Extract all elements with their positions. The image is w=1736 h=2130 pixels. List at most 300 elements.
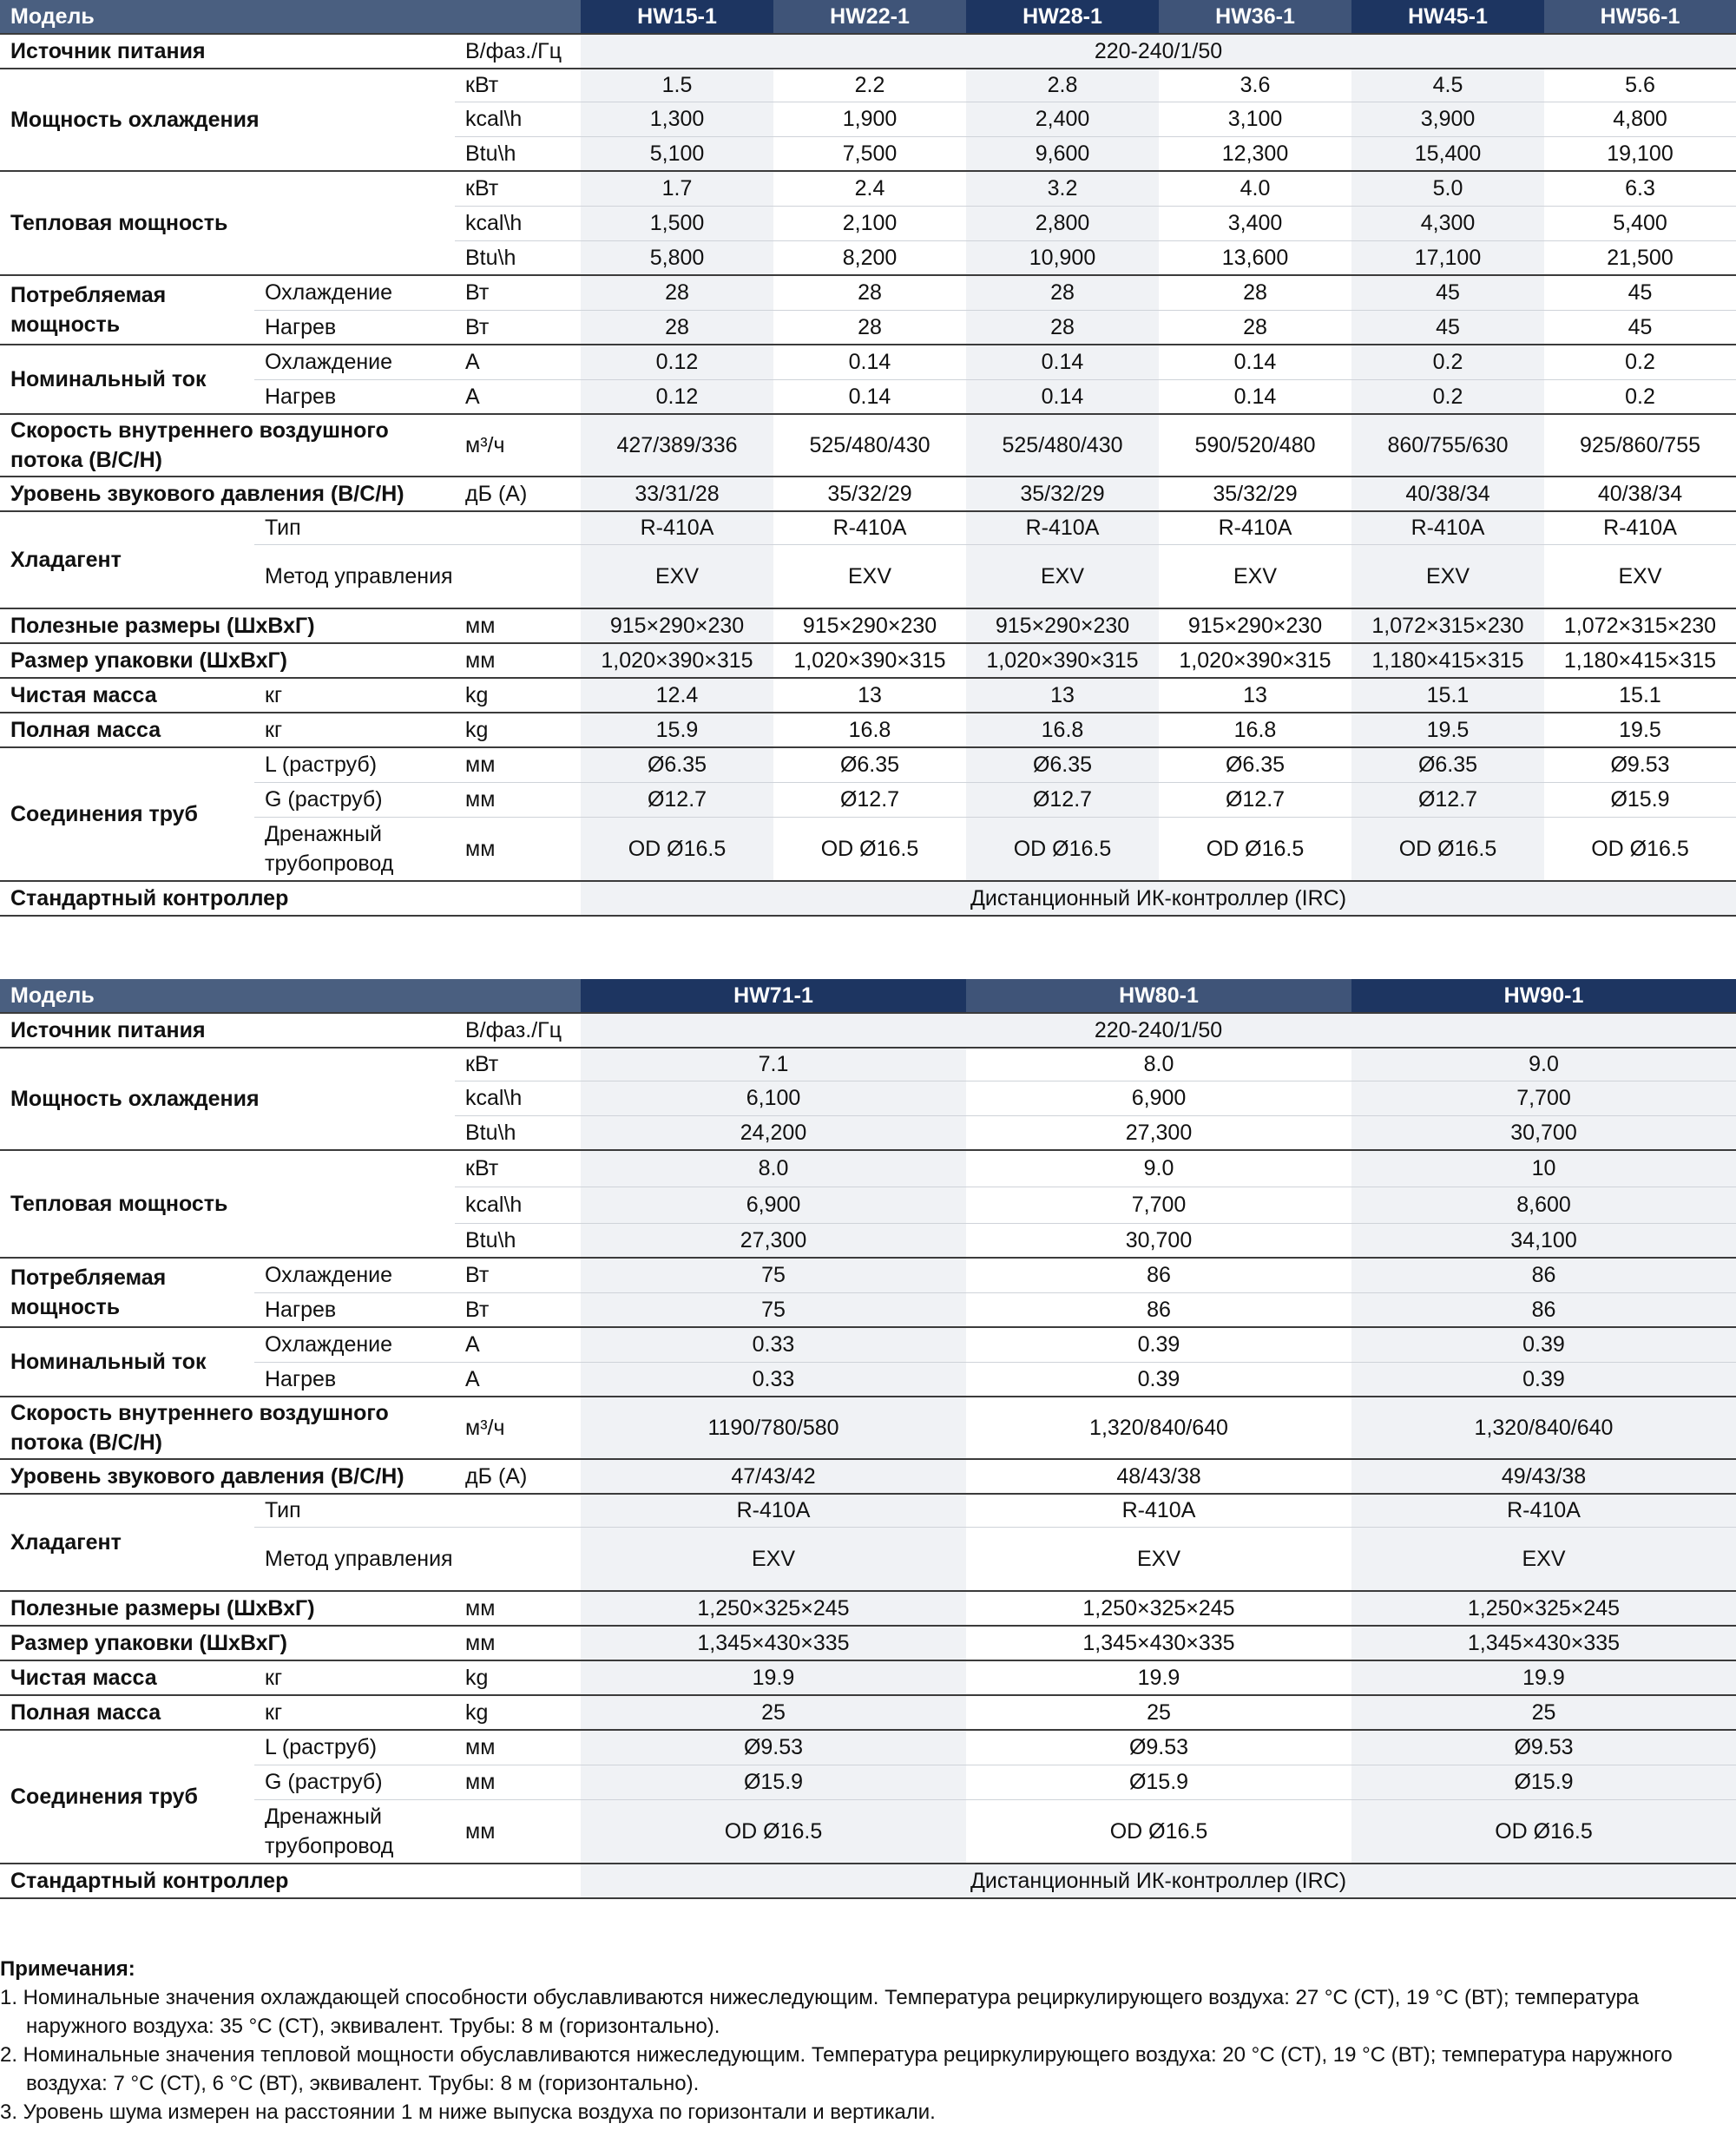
value-cell: Ø12.7: [1351, 782, 1544, 817]
value-cell: 8.0: [966, 1048, 1351, 1081]
row-label: Размер упаковки (ШхВхГ): [0, 1626, 455, 1660]
value-cell: 1,250×325×245: [581, 1591, 966, 1626]
sub-label: Охлаждение: [254, 1327, 455, 1362]
unit-cell: В/фаз./Гц: [455, 1013, 581, 1048]
unit-cell: мм: [455, 1799, 581, 1864]
value-cell: 5,800: [581, 240, 773, 275]
value-cell: 220-240/1/50: [581, 1013, 1736, 1048]
unit-cell: Вт: [455, 310, 581, 345]
value-cell: 13: [966, 678, 1159, 713]
spec-row: [0, 881, 1736, 916]
spec-row: [0, 477, 1736, 511]
sub-label: кг: [254, 1695, 455, 1730]
value-cell: 0.14: [1159, 379, 1351, 414]
spec-row: [0, 1527, 1736, 1591]
value-cell: 6,900: [581, 1187, 966, 1223]
unit-cell: A: [455, 1327, 581, 1362]
value-cell: 45: [1351, 310, 1544, 345]
value-cell: 590/520/480: [1159, 414, 1351, 477]
value-cell: 0.14: [773, 345, 966, 379]
value-cell: 19.9: [1351, 1660, 1736, 1695]
unit-cell: мм: [455, 1730, 581, 1765]
sub-label: Дренажный трубопровод: [254, 1799, 455, 1864]
sub-label: Охлаждение: [254, 1258, 455, 1292]
value-cell: 86: [1351, 1258, 1736, 1292]
value-cell: 2,400: [966, 102, 1159, 136]
row-label: Тепловая мощность: [0, 1150, 455, 1258]
unit-cell: Btu\h: [455, 136, 581, 171]
value-cell: 28: [773, 275, 966, 310]
value-cell: 86: [1351, 1292, 1736, 1327]
value-cell: 13: [1159, 678, 1351, 713]
value-cell: 40/38/34: [1351, 477, 1544, 511]
value-cell: 8,600: [1351, 1187, 1736, 1223]
model-name: HW45-1: [1351, 0, 1544, 34]
unit-cell: В/фаз./Гц: [455, 34, 581, 69]
unit-cell: кВт: [455, 171, 581, 206]
value-cell: OD Ø16.5: [1159, 817, 1351, 881]
value-cell: OD Ø16.5: [1351, 1799, 1736, 1864]
sub-label: кг: [254, 713, 455, 747]
value-cell: 915×290×230: [1159, 608, 1351, 643]
value-cell: 25: [1351, 1695, 1736, 1730]
value-cell: 15.9: [581, 713, 773, 747]
value-cell: 1,072×315×230: [1351, 608, 1544, 643]
row-label: Источник питания: [0, 1013, 455, 1048]
value-cell: 6,100: [581, 1081, 966, 1115]
unit-cell: kg: [455, 1695, 581, 1730]
value-cell: 0.33: [581, 1362, 966, 1397]
spec-row: [0, 1591, 1736, 1626]
value-cell: 35/32/29: [773, 477, 966, 511]
row-label: Соединения труб: [0, 747, 254, 881]
spec-row: [0, 69, 1736, 102]
value-cell: 34,100: [1351, 1223, 1736, 1258]
sub-label: Охлаждение: [254, 275, 455, 310]
row-label: Мощность охлаждения: [0, 1048, 455, 1150]
spec-row: [0, 544, 1736, 608]
value-cell: 1,250×325×245: [966, 1591, 1351, 1626]
model-name: HW22-1: [773, 0, 966, 34]
value-cell: Ø9.53: [1351, 1730, 1736, 1765]
value-cell: 9.0: [1351, 1048, 1736, 1081]
value-cell: 3,900: [1351, 102, 1544, 136]
value-cell: 1,020×390×315: [1159, 643, 1351, 678]
spec-row: [0, 1765, 1736, 1799]
model-header-label: Модель: [0, 979, 581, 1013]
value-cell: Ø12.7: [581, 782, 773, 817]
value-cell: Ø9.53: [966, 1730, 1351, 1765]
sub-label: L (раструб): [254, 747, 455, 782]
value-cell: 1.5: [581, 69, 773, 102]
unit-cell: кВт: [455, 1150, 581, 1187]
unit-cell: kg: [455, 1660, 581, 1695]
value-cell: 28: [773, 310, 966, 345]
unit-cell: [455, 1494, 581, 1527]
value-cell: 28: [1159, 310, 1351, 345]
row-label: Хладагент: [0, 511, 254, 608]
notes-title: Примечания:: [0, 1957, 135, 1981]
value-cell: 0.33: [581, 1327, 966, 1362]
value-cell: EXV: [1351, 544, 1544, 608]
value-cell: 2,800: [966, 206, 1159, 240]
value-cell: 4,300: [1351, 206, 1544, 240]
sub-label: Метод управления: [254, 1527, 455, 1591]
row-label: Соединения труб: [0, 1730, 254, 1864]
value-cell: 1,345×430×335: [966, 1626, 1351, 1660]
value-cell: OD Ø16.5: [966, 1799, 1351, 1864]
value-cell: 1,900: [773, 102, 966, 136]
spec-row: [0, 608, 1736, 643]
row-label: Мощность охлаждения: [0, 69, 455, 171]
value-cell: R-410A: [581, 511, 773, 544]
value-cell: Ø12.7: [1159, 782, 1351, 817]
unit-cell: [455, 1527, 581, 1591]
value-cell: 5.6: [1544, 69, 1736, 102]
value-cell: 45: [1544, 310, 1736, 345]
unit-cell: мм: [455, 1765, 581, 1799]
value-cell: EXV: [1544, 544, 1736, 608]
value-cell: 525/480/430: [773, 414, 966, 477]
unit-cell: Вт: [455, 1258, 581, 1292]
unit-cell: A: [455, 1362, 581, 1397]
value-cell: Ø15.9: [1544, 782, 1736, 817]
row-label: Размер упаковки (ШхВхГ): [0, 643, 455, 678]
model-name: HW36-1: [1159, 0, 1351, 34]
row-label: Уровень звукового давления (В/С/Н): [0, 1459, 455, 1494]
value-cell: 28: [581, 275, 773, 310]
value-cell: Ø9.53: [1544, 747, 1736, 782]
value-cell: R-410A: [966, 1494, 1351, 1527]
spec-row: [0, 511, 1736, 544]
value-cell: 0.14: [966, 379, 1159, 414]
row-label: Скорость внутреннего воздушного потока (В/С/Н): [0, 1397, 455, 1459]
value-cell: 30,700: [966, 1223, 1351, 1258]
value-cell: 19.5: [1351, 713, 1544, 747]
unit-cell: дБ (А): [455, 1459, 581, 1494]
row-label: Стандартный контроллер: [0, 881, 581, 916]
value-cell: Ø15.9: [1351, 1765, 1736, 1799]
notes-section: [0, 1955, 1727, 2127]
spec-row: [0, 747, 1736, 782]
row-label: Стандартный контроллер: [0, 1864, 581, 1898]
unit-cell: Вт: [455, 275, 581, 310]
row-label: Скорость внутреннего воздушного потока (В/С/Н): [0, 414, 455, 477]
value-cell: Ø6.35: [1159, 747, 1351, 782]
spec-row: [0, 817, 1736, 881]
value-cell: Дистанционный ИК-контроллер (IRC): [581, 1864, 1736, 1898]
value-cell: 27,300: [966, 1115, 1351, 1150]
value-cell: 525/480/430: [966, 414, 1159, 477]
spec-row: [0, 1459, 1736, 1494]
value-cell: R-410A: [1351, 511, 1544, 544]
note-item: 3. Уровень шума измерен на расстоянии 1 м ниже выпуска воздуха по горизонтали и вертикали.: [0, 2100, 936, 2124]
sub-label: L (раструб): [254, 1730, 455, 1765]
value-cell: 16.8: [773, 713, 966, 747]
value-cell: 13: [773, 678, 966, 713]
spec-row: [0, 713, 1736, 747]
value-cell: 0.14: [773, 379, 966, 414]
spec-row: [0, 782, 1736, 817]
spec-row: [0, 34, 1736, 69]
value-cell: 10,900: [966, 240, 1159, 275]
value-cell: 1,320/840/640: [966, 1397, 1351, 1459]
unit-cell: Btu\h: [455, 240, 581, 275]
value-cell: 1,180×415×315: [1351, 643, 1544, 678]
value-cell: 19.9: [581, 1660, 966, 1695]
value-cell: 1.7: [581, 171, 773, 206]
value-cell: 427/389/336: [581, 414, 773, 477]
value-cell: 1,020×390×315: [773, 643, 966, 678]
unit-cell: kg: [455, 678, 581, 713]
value-cell: 915×290×230: [581, 608, 773, 643]
spec-row: [0, 1397, 1736, 1459]
row-label: Потребляемая мощность: [0, 275, 254, 345]
value-cell: 10: [1351, 1150, 1736, 1187]
value-cell: 2.8: [966, 69, 1159, 102]
value-cell: 1,345×430×335: [1351, 1626, 1736, 1660]
value-cell: 2.2: [773, 69, 966, 102]
unit-cell: kcal\h: [455, 102, 581, 136]
value-cell: EXV: [581, 1527, 966, 1591]
spec-row: [0, 171, 1736, 206]
spec-row: [0, 1864, 1736, 1898]
value-cell: 3.6: [1159, 69, 1351, 102]
value-cell: 0.39: [1351, 1362, 1736, 1397]
unit-cell: Вт: [455, 1292, 581, 1327]
value-cell: 860/755/630: [1351, 414, 1544, 477]
model-name: HW71-1: [581, 979, 966, 1013]
unit-cell: kcal\h: [455, 206, 581, 240]
value-cell: OD Ø16.5: [966, 817, 1159, 881]
unit-cell: [455, 511, 581, 544]
unit-cell: мм: [455, 643, 581, 678]
value-cell: 7,700: [1351, 1081, 1736, 1115]
value-cell: 0.2: [1351, 379, 1544, 414]
value-cell: 0.39: [966, 1327, 1351, 1362]
value-cell: 5,100: [581, 136, 773, 171]
value-cell: 3,100: [1159, 102, 1351, 136]
sub-label: G (раструб): [254, 1765, 455, 1799]
value-cell: 915×290×230: [773, 608, 966, 643]
value-cell: OD Ø16.5: [1544, 817, 1736, 881]
sub-label: кг: [254, 678, 455, 713]
spec-row: [0, 1660, 1736, 1695]
value-cell: EXV: [581, 544, 773, 608]
value-cell: R-410A: [1544, 511, 1736, 544]
value-cell: Ø6.35: [581, 747, 773, 782]
value-cell: 8,200: [773, 240, 966, 275]
value-cell: 28: [966, 310, 1159, 345]
model-name: HW28-1: [966, 0, 1159, 34]
value-cell: R-410A: [1159, 511, 1351, 544]
value-cell: 45: [1351, 275, 1544, 310]
value-cell: 7.1: [581, 1048, 966, 1081]
row-label: Чистая масса: [0, 1660, 254, 1695]
value-cell: 13,600: [1159, 240, 1351, 275]
value-cell: Ø9.53: [581, 1730, 966, 1765]
value-cell: 4,800: [1544, 102, 1736, 136]
spec-row: [0, 1695, 1736, 1730]
value-cell: 5.0: [1351, 171, 1544, 206]
value-cell: 19.9: [966, 1660, 1351, 1695]
value-cell: Ø6.35: [966, 747, 1159, 782]
value-cell: 19.5: [1544, 713, 1736, 747]
value-cell: EXV: [966, 1527, 1351, 1591]
unit-cell: мм: [455, 817, 581, 881]
value-cell: 915×290×230: [966, 608, 1159, 643]
value-cell: R-410A: [773, 511, 966, 544]
value-cell: 19,100: [1544, 136, 1736, 171]
value-cell: 0.2: [1351, 345, 1544, 379]
row-label: Номинальный ток: [0, 345, 254, 414]
value-cell: 25: [966, 1695, 1351, 1730]
value-cell: 6,900: [966, 1081, 1351, 1115]
value-cell: 16.8: [966, 713, 1159, 747]
model-name: HW15-1: [581, 0, 773, 34]
unit-cell: kg: [455, 713, 581, 747]
value-cell: Ø15.9: [581, 1765, 966, 1799]
value-cell: 7,500: [773, 136, 966, 171]
value-cell: 16.8: [1159, 713, 1351, 747]
sub-label: Нагрев: [254, 1362, 455, 1397]
value-cell: 925/860/755: [1544, 414, 1736, 477]
header-row: [0, 979, 1736, 1013]
value-cell: 0.12: [581, 345, 773, 379]
spec-row: [0, 275, 1736, 310]
value-cell: 24,200: [581, 1115, 966, 1150]
value-cell: EXV: [966, 544, 1159, 608]
spec-row: [0, 1258, 1736, 1292]
value-cell: 1190/780/580: [581, 1397, 966, 1459]
unit-cell: м³/ч: [455, 414, 581, 477]
value-cell: Дистанционный ИК-контроллер (IRC): [581, 881, 1736, 916]
value-cell: 0.39: [1351, 1327, 1736, 1362]
value-cell: 4.5: [1351, 69, 1544, 102]
value-cell: 220-240/1/50: [581, 34, 1736, 69]
value-cell: 8.0: [581, 1150, 966, 1187]
value-cell: 28: [581, 310, 773, 345]
unit-cell: A: [455, 379, 581, 414]
spec-row: [0, 1327, 1736, 1362]
spec-row: [0, 1362, 1736, 1397]
value-cell: 2.4: [773, 171, 966, 206]
unit-cell: [455, 544, 581, 608]
value-cell: 0.12: [581, 379, 773, 414]
note-item: 1. Номинальные значения охлаждающей способности обуславливаются нижеследующим. Температура рециркулирующего воздуха: 27 °C (СТ), 19 °C (ВТ); температура наружного воздуха: 35 °C (СТ), эквивалент. Трубы: 8 м (горизонтально).: [0, 1986, 1640, 2038]
value-cell: 17,100: [1351, 240, 1544, 275]
value-cell: 15.1: [1351, 678, 1544, 713]
model-name: HW56-1: [1544, 0, 1736, 34]
value-cell: 2,100: [773, 206, 966, 240]
unit-cell: Btu\h: [455, 1115, 581, 1150]
value-cell: 27,300: [581, 1223, 966, 1258]
value-cell: 28: [966, 275, 1159, 310]
unit-cell: kcal\h: [455, 1187, 581, 1223]
unit-cell: мм: [455, 608, 581, 643]
spec-row: [0, 414, 1736, 477]
value-cell: EXV: [773, 544, 966, 608]
value-cell: 1,500: [581, 206, 773, 240]
value-cell: 35/32/29: [1159, 477, 1351, 511]
value-cell: 33/31/28: [581, 477, 773, 511]
row-label: Источник питания: [0, 34, 455, 69]
value-cell: EXV: [1351, 1527, 1736, 1591]
spec-row: [0, 345, 1736, 379]
value-cell: 1,072×315×230: [1544, 608, 1736, 643]
unit-cell: kcal\h: [455, 1081, 581, 1115]
unit-cell: кВт: [455, 69, 581, 102]
value-cell: 0.14: [1159, 345, 1351, 379]
value-cell: OD Ø16.5: [773, 817, 966, 881]
row-label: Полезные размеры (ШхВхГ): [0, 608, 455, 643]
value-cell: 75: [581, 1258, 966, 1292]
spec-row: [0, 1494, 1736, 1527]
spec-row: [0, 643, 1736, 678]
row-label: Потребляемая мощность: [0, 1258, 254, 1327]
value-cell: 1,020×390×315: [966, 643, 1159, 678]
value-cell: 9.0: [966, 1150, 1351, 1187]
value-cell: OD Ø16.5: [581, 817, 773, 881]
value-cell: 15.1: [1544, 678, 1736, 713]
value-cell: 86: [966, 1292, 1351, 1327]
value-cell: R-410A: [1351, 1494, 1736, 1527]
unit-cell: кВт: [455, 1048, 581, 1081]
value-cell: OD Ø16.5: [581, 1799, 966, 1864]
value-cell: 48/43/38: [966, 1459, 1351, 1494]
unit-cell: дБ (А): [455, 477, 581, 511]
spec-row: [0, 1150, 1736, 1187]
value-cell: 1,180×415×315: [1544, 643, 1736, 678]
sub-label: Нагрев: [254, 1292, 455, 1327]
row-label: Тепловая мощность: [0, 171, 455, 275]
spec-row: [0, 1292, 1736, 1327]
sub-label: Тип: [254, 1494, 455, 1527]
unit-cell: Btu\h: [455, 1223, 581, 1258]
sub-label: Нагрев: [254, 379, 455, 414]
value-cell: 12,300: [1159, 136, 1351, 171]
value-cell: 0.14: [966, 345, 1159, 379]
sub-label: Дренажный трубопровод: [254, 817, 455, 881]
model-header-label: Модель: [0, 0, 581, 34]
value-cell: 3,400: [1159, 206, 1351, 240]
value-cell: 7,700: [966, 1187, 1351, 1223]
sub-label: Тип: [254, 511, 455, 544]
row-label: Полезные размеры (ШхВхГ): [0, 1591, 455, 1626]
value-cell: OD Ø16.5: [1351, 817, 1544, 881]
unit-cell: A: [455, 345, 581, 379]
unit-cell: мм: [455, 1626, 581, 1660]
row-label: Полная масса: [0, 713, 254, 747]
model-name: HW80-1: [966, 979, 1351, 1013]
unit-cell: мм: [455, 747, 581, 782]
value-cell: 49/43/38: [1351, 1459, 1736, 1494]
row-label: Номинальный ток: [0, 1327, 254, 1397]
value-cell: EXV: [1159, 544, 1351, 608]
value-cell: 47/43/42: [581, 1459, 966, 1494]
value-cell: 25: [581, 1695, 966, 1730]
value-cell: 1,250×325×245: [1351, 1591, 1736, 1626]
value-cell: 45: [1544, 275, 1736, 310]
value-cell: 1,300: [581, 102, 773, 136]
value-cell: 9,600: [966, 136, 1159, 171]
unit-cell: м³/ч: [455, 1397, 581, 1459]
value-cell: 3.2: [966, 171, 1159, 206]
row-label: Полная масса: [0, 1695, 254, 1730]
value-cell: Ø6.35: [1351, 747, 1544, 782]
spec-row: [0, 1730, 1736, 1765]
value-cell: 5,400: [1544, 206, 1736, 240]
